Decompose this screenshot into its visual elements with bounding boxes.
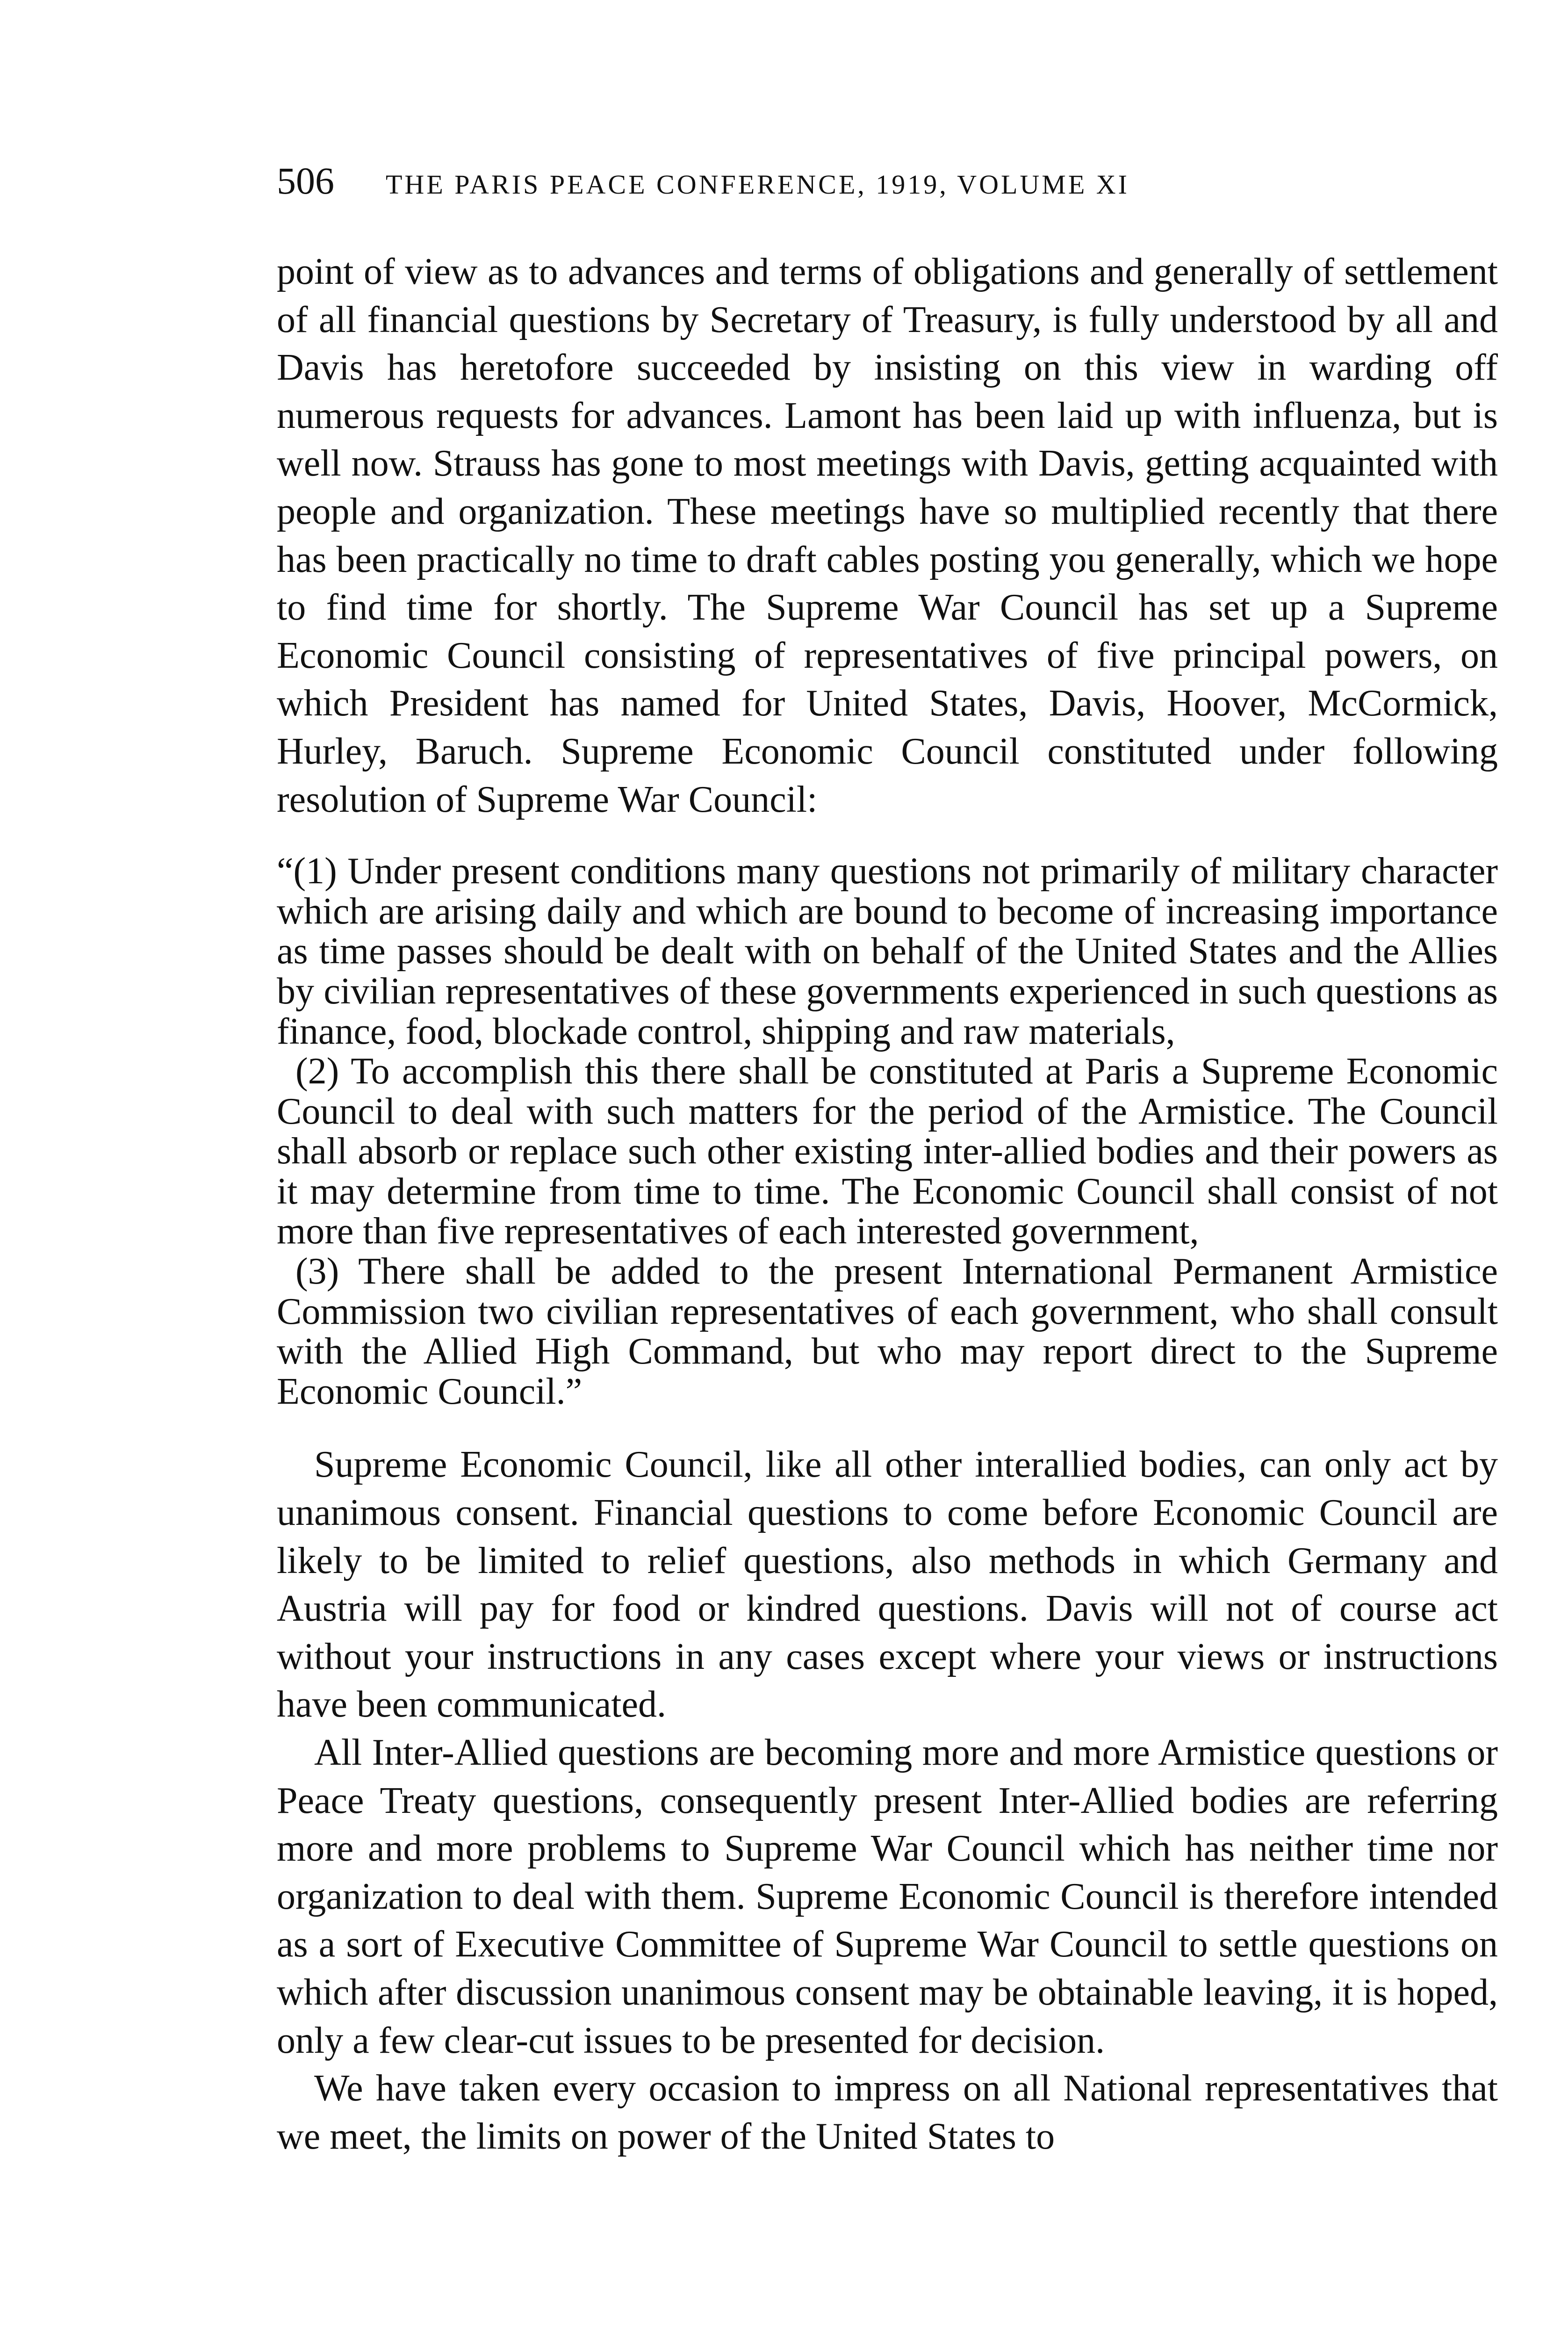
running-title: THE PARIS PEACE CONFERENCE, 1919, VOLUME XI [386, 169, 1129, 200]
page-header [277, 159, 1498, 220]
body-text [277, 248, 1498, 2160]
page-number: 506 [277, 159, 334, 202]
quote-clause-3: (3) There shall be added to the present International Permanent Armistice Commission two civilian representatives of each government, who shall consult with the Allied High Command, but who may report direct to the Supreme Economic Council.” [277, 1251, 1498, 1412]
paragraph: We have taken every occasion to impress on all National representatives that we meet, the limits on power of the United States to [277, 2068, 1498, 2157]
resolution-quote [277, 851, 1498, 1412]
paragraph: Supreme Economic Council, like all other interallied bodies, can only act by unanimous consent. Financial questions to come before Economic Council are likely to be limited to relief questions, also methods in which Germany and Austria will pay for food or kindred questions. Davis will not of course act without your instructions in any cases except where your views or instructions have been communicated. [277, 1444, 1498, 1725]
quote-clause-2: (2) To accomplish this there shall be constituted at Paris a Supreme Economic Council to deal with such matters for the period of the Armistice. The Council shall absorb or replace such other existing inter-allied bodies and their powers as it may determine from time to time. The Economic Council shall consist of not more than five representatives of each interested government, [277, 1051, 1498, 1252]
paragraph: All Inter-Allied questions are becoming more and more Armistice questions or Peace Treaty questions, consequently present Inter-Allied bodies are referring more and more problems to Supreme War Council which has neither time nor organization to deal with them. Supreme Economic Council is therefore intended as a sort of Executive Committee of Supreme War Council to settle questions on which after discussion unanimous consent may be obtainable leaving, it is hoped, only a few clear-cut issues to be presented for decision. [277, 1732, 1498, 2061]
quote-clause-1: “(1) Under present conditions many questions not primarily of military character which are arising daily and which are bound to become of increasing importance as time passes should be dealt with on behalf of the United States and the Allies by civilian representatives of these governments experienced in such questions as finance, food, blockade control, shipping and raw materials, [277, 851, 1498, 1052]
document-page [277, 159, 1498, 2160]
paragraph: point of view as to advances and terms of obligations and generally of settlement of all financial questions by Secretary of Treasury, is fully understood by all and Davis has heretofore succeeded by insisting on this view in warding off numerous requests for advances. Lamont has been laid up with influenza, but is well now. Strauss has gone to most meetings with Davis, getting acquainted with people and organization. These meetings have so multiplied recently that there has been practically no time to draft cables posting you generally, which we hope to find time for shortly. The Supreme War Council has set up a Supreme Economic Council consisting of representatives of five principal powers, on which President has named for United States, Davis, Hoover, McCormick, Hurley, Baruch. Supreme Economic Council constituted under following resolution of Supreme War Council: [277, 251, 1498, 820]
